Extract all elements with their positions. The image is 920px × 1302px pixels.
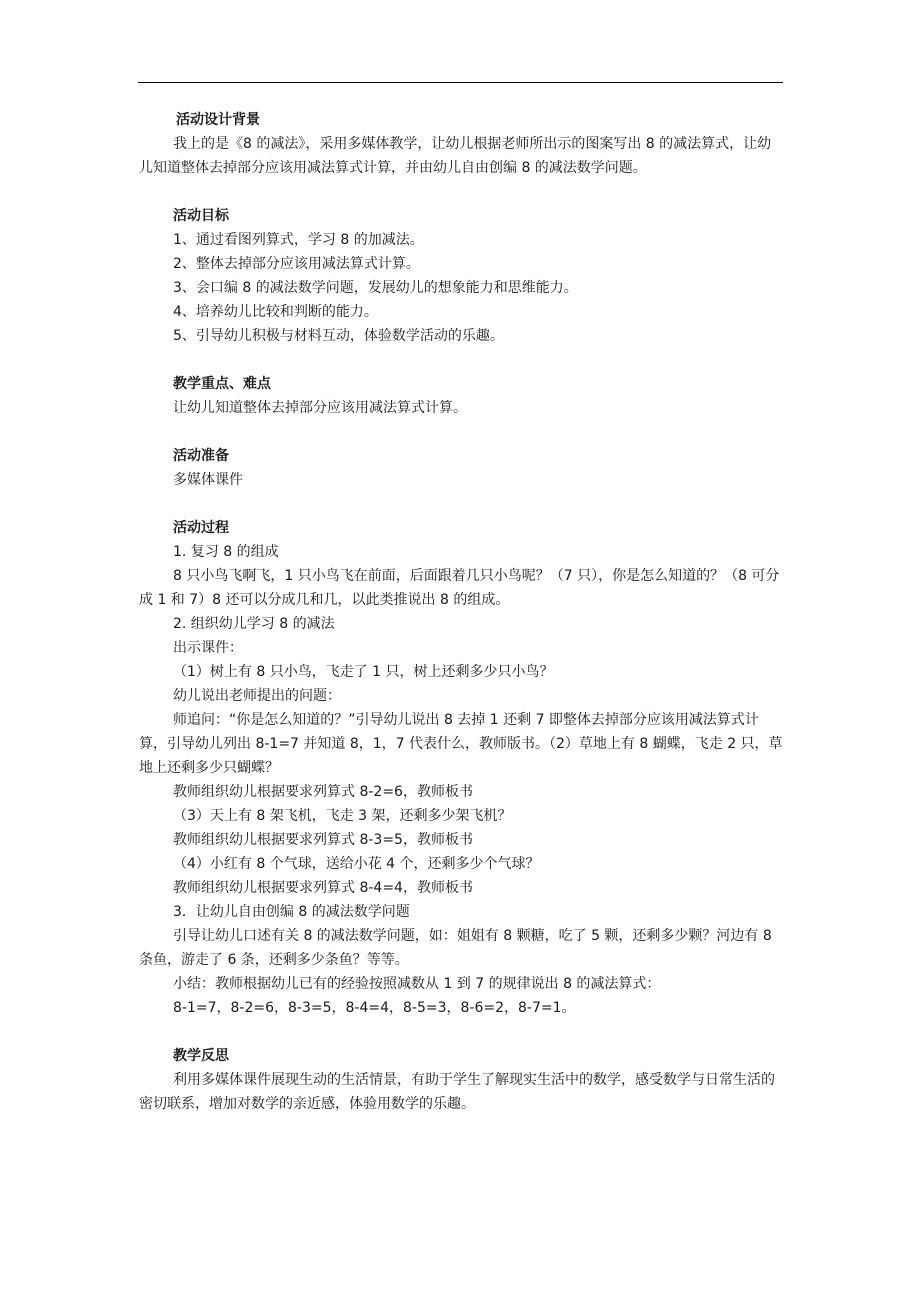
process-paragraph: 教师组织幼儿根据要求列算式 8-3=5，教师板书 — [173, 832, 473, 848]
goal-item: 2、整体去掉部分应该用减法算式计算。 — [173, 256, 420, 272]
process-paragraph: 8-1=7，8-2=6，8-3=5，8-4=4，8-5=3，8-6=2，8-7=1。 — [173, 1000, 576, 1016]
process-paragraph: 教师组织幼儿根据要求列算式 8-4=4，教师板书 — [173, 880, 473, 896]
goal-item: 3、会口编 8 的减法数学问题，发展幼儿的想象能力和思维能力。 — [173, 280, 578, 296]
process-paragraph: 引导让幼儿口述有关 8 的减法数学问题，如：姐姐有 8 颗糖，吃了 5 颗，还剩多少颗？河边有 8 条鱼，游走了 6 条，还剩多少条鱼？等等。 — [139, 928, 772, 968]
focus-paragraph: 让幼儿知道整体去掉部分应该用减法算式计算。 — [173, 400, 467, 416]
process-step-title: 2. 组织幼儿学习 8 的减法 — [173, 616, 335, 632]
reflection-paragraph: 利用多媒体课件展现生动的生活情景，有助于学生了解现实生活中的数学，感受数学与日常生活的密切联系，增加对数学的亲近感，体验用数学的乐趣。 — [139, 1072, 775, 1112]
goal-item: 4、培养幼儿比较和判断的能力。 — [173, 304, 378, 320]
prep-heading: 活动准备 — [173, 448, 229, 464]
process-paragraph: （3）天上有 8 架飞机，飞走 3 架，还剩多少架飞机？ — [173, 808, 512, 824]
process-paragraph: 师追问：“你是怎么知道的？”引导幼儿说出 8 去掉 1 还剩 7 即整体去掉部分应该用减法算式计算，引导幼儿列出 8-1=7 并知道 8，1，7 代表什么，教师版书。（2）草地上有 8 蝴蝶，飞走 2 只，草地上还剩多少只蝴蝶？ — [139, 712, 783, 776]
process-step-title: 3．让幼儿自由创编 8 的减法数学问题 — [173, 904, 410, 920]
process-step-title: 1. 复习 8 的组成 — [173, 544, 279, 560]
header-rule — [138, 82, 783, 83]
goals-heading: 活动目标 — [173, 208, 229, 224]
focus-heading: 教学重点、难点 — [173, 376, 271, 392]
prep-paragraph: 多媒体课件 — [173, 472, 243, 488]
process-paragraph: 小结：教师根据幼儿已有的经验按照减数从 1 到 7 的规律说出 8 的减法算式： — [173, 976, 661, 992]
process-paragraph: 出示课件： — [173, 640, 243, 656]
process-paragraph: （1）树上有 8 只小鸟，飞走了 1 只，树上还剩多少只小鸟？ — [173, 664, 554, 680]
process-paragraph: （4）小红有 8 个气球，送给小花 4 个，还剩多少个气球？ — [173, 856, 540, 872]
background-paragraph: 我上的是《8 的减法》，采用多媒体教学，让幼儿根据老师所出示的图案写出 8 的减法算式，让幼儿知道整体去掉部分应该用减法算式计算，并由幼儿自由创编 8 的减法数学问题。 — [139, 136, 772, 176]
reflection-heading: 教学反思 — [173, 1048, 229, 1064]
background-heading: 活动设计背景 — [176, 112, 260, 128]
process-paragraph: 幼儿说出老师提出的问题： — [173, 688, 341, 704]
goal-item: 5、引导幼儿积极与材料互动，体验数学活动的乐趣。 — [173, 328, 504, 344]
process-heading: 活动过程 — [173, 520, 229, 536]
process-paragraph: 教师组织幼儿根据要求列算式 8-2=6，教师板书 — [173, 784, 473, 800]
process-paragraph: 8 只小鸟飞啊飞，1 只小鸟飞在前面，后面跟着几只小鸟呢？（7 只），你是怎么知道的？（8 可分成 1 和 7）8 还可以分成几和几，以此类推说出 8 的组成。 — [139, 568, 780, 608]
goal-item: 1、通过看图列算式，学习 8 的加减法。 — [173, 232, 424, 248]
document-body — [139, 108, 783, 1116]
